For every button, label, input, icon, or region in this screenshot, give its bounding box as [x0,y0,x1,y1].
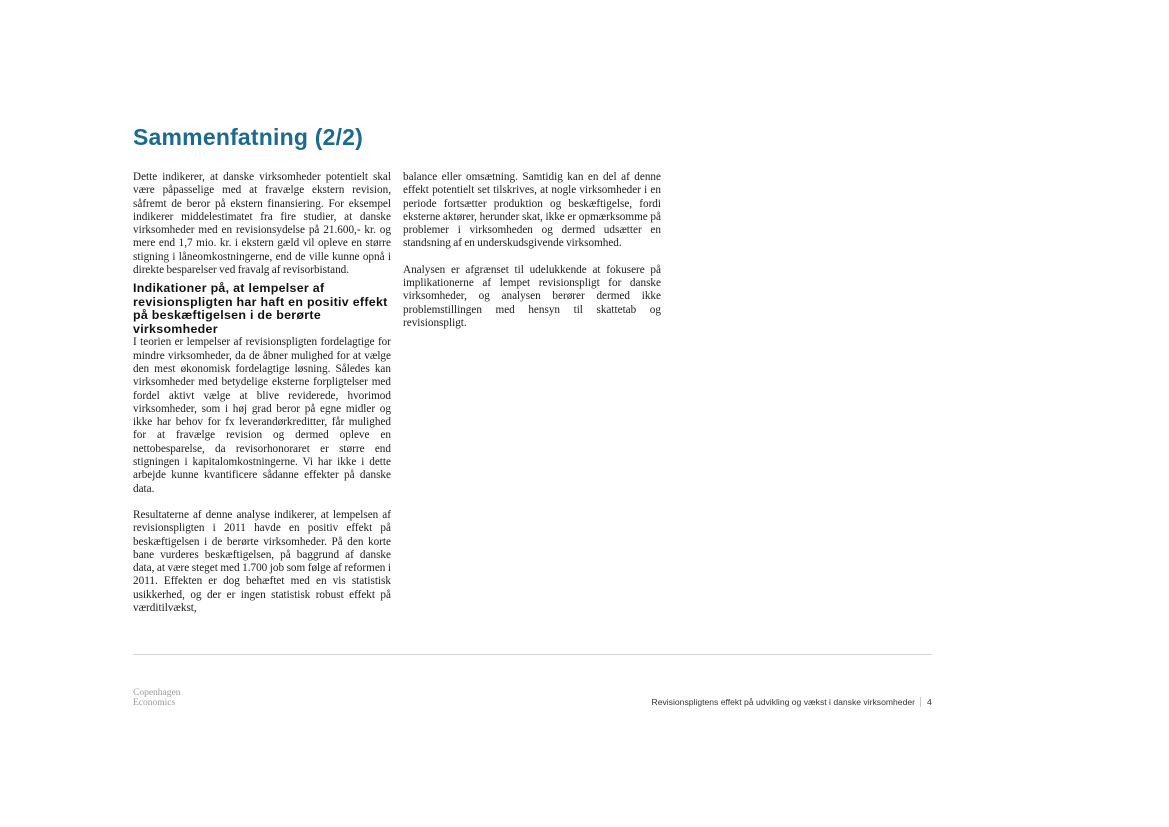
footer-divider [133,654,932,655]
footer-report-title: Revisionspligtens effekt på udvikling og vækst i danske virksomheder [651,697,915,707]
left-column [133,171,391,615]
section-subheading: Indikationer på, at lempelser af revisionspligten har haft en positiv effekt på beskæftigelsen i de berørte virksomheder [133,281,388,336]
body-paragraph-5: Analysen er afgrænset til udelukkende at fokusere på implikationerne af lempet revisionspligt for danske virksomheder, og analysen berører dermed ikke problemstillingen med hensyn til skattetab og revisionspligt. [403,263,661,329]
body-paragraph-3: Resultaterne af denne analyse indikerer, at lempelsen af revisionspligten i 2011 havde en positiv effekt på beskæftigelsen i de berørte virksomheder. På den korte bane vurderes beskæftigelsen, på baggrund af danske data, at være steget med 1.700 job som følge af reformen i 2011. Effekten er dog behæftet med en vis statistisk usikkerhed, og der er ingen statistisk robust effekt på værditilvækst, [133,508,391,615]
logo-line-2: Economics [133,698,176,708]
body-paragraph-2: I teorien er lempelser af revisionspligten fordelagtige for mindre virksomheder, da de åbner mulighed for at vælge den mest økonomisk fordelagtige løsning. Således kan virksomheder med betydelige eksterne forpligtelser med fordel aktivt vælge at blive reviderede, hvorimod virksomheder, som i høj grad beror på egne midler og ikke har behov for fx leverandørkreditter, får mulighed for at fravælge revision og dermed opleve en nettobesparelse, da revisorhonoraret er større end stigningen i kapitalomkostningerne. Vi har ikke i dette arbejde kunne kvantificere sådanne effekter på danske data. [133,336,391,495]
body-paragraph-4: balance eller omsætning. Samtidig kan en del af denne effekt potentielt set tilskrives, at nogle virksomheder i en periode fortsætter produktion og beskæftigelse, fordi eksterne aktører, herunder skat, ikke er opmærksomme på problemer i virksomheden og dermed udsætter en standsning af en underskudsgivende virksomhed. [403,171,661,250]
page-number: 4 [927,697,932,707]
body-paragraph-1: Dette indikerer, at danske virksomheder potentielt skal være påpasselige med at fravælge ekstern revision, såfremt de beror på ekstern finansiering. For eksempel indikerer middelestimatet fra fire studier, at danske virksomheder med en revisionsydelse på 21.600,- kr. og mere end 1,7 mio. kr. i ekstern gæld vil opleve en større stigning i låneomkostningerne, end de ville kunne opnå i direkte besparelser ved fravalg af revisorbistand. [133,171,391,277]
right-column [403,171,661,330]
company-logo [133,688,181,708]
page-title: Sammenfatning (2/2) [133,124,364,150]
logo-line-1: Copenhagen [133,688,181,698]
footer-separator [920,697,921,707]
paragraph-gap [133,496,391,509]
paragraph-gap [403,251,661,264]
